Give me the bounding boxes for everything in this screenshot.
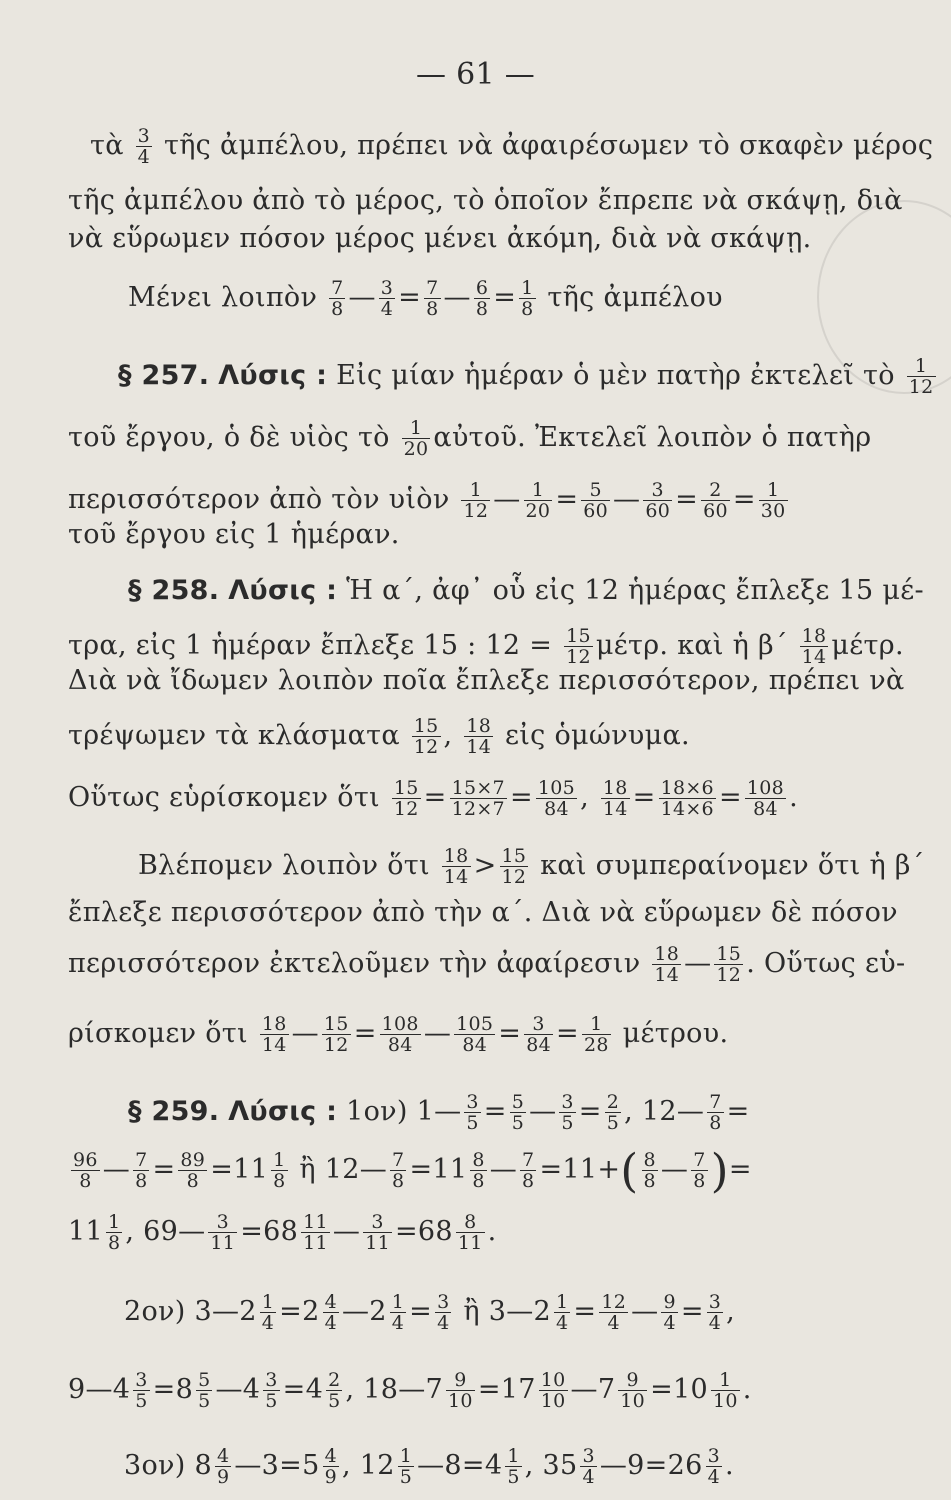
section-259-line-1: § 259. Λύσις : 1ον) 1— $\frac{3}{5}$ = $\frac{5}{5}$ — $\frac{3}{5}$ = $\frac{2}{5}$ , 12— $\frac{7}{8}$ =	[128, 1091, 750, 1134]
section-258-line-2: τρα, εἰς 1 ἡμέραν ἔπλεξε 15 : 12 = $\frac{15}{12}$ μέτρ. καὶ ἡ β΄ $\frac{18}{14}$ μέτρ.	[68, 625, 904, 668]
section-259-line-5: 9—4 $\frac{3}{5}$ =8 $\frac{5}{5}$ —4 $\frac{3}{5}$ =4 $\frac{2}{5}$ , 18—7 $\frac{9}{10}$ =17 $\frac{10}{10}$ —7 $\frac{9}{10}$ =10 $\frac{1}{10}$ .	[68, 1369, 752, 1412]
text-line-2: τῆς ἀμπέλου ἀπὸ τὸ μέρος, τὸ ὁποῖον ἔπρεπε νὰ σκάψῃ, διὰ	[68, 185, 903, 216]
section-257-line-2: τοῦ ἔργου, ὁ δὲ υἱὸς τὸ $\frac{1}{20}$ αὐτοῦ. Ἐκτελεῖ λοιπὸν ὁ πατὴρ	[68, 417, 872, 460]
section-258-line-1: § 258. Λύσις : Ἡ α΄, ἀφ᾿ οὗ εἰς 12 ἡμέρας ἔπλεξε 15 μέ-	[128, 575, 924, 606]
page-number: — 61 —	[415, 57, 536, 92]
section-258-line-6: Βλέπομεν λοιπὸν ὅτι $\frac{18}{14}$ > $\frac{15}{12}$ καὶ συμπεραίνομεν ὅτι ἡ β΄	[138, 845, 925, 888]
section-259-line-6: 3ον) 8 $\frac{4}{9}$ —3=5 $\frac{4}{9}$ , 12 $\frac{1}{5}$ —8=4 $\frac{1}{5}$ , 35 $\frac{3}{4}$ —9=26 $\frac{3}{4}$ .	[124, 1445, 734, 1488]
fraction: $\frac{3}{4}$	[137, 125, 151, 168]
section-label: § 257.	[118, 360, 210, 391]
section-258-line-7: ἔπλεξε περισσότερον ἀπὸ τὴν α΄. Διὰ νὰ εὕρωμεν δὲ πόσον	[68, 897, 898, 928]
text-line-4: Μένει λοιπὸν $\frac{7}{8}$ — $\frac{3}{4}$ = $\frac{7}{8}$ — $\frac{6}{8}$ = $\frac{1}{8}$ τῆς ἀμπέλου	[128, 277, 723, 320]
section-258-line-8: περισσότερον ἐκτελοῦμεν τὴν ἀφαίρεσιν $\frac{18}{14}$ — $\frac{15}{12}$ . Οὕτως εὑ-	[68, 943, 906, 986]
text-line-3: νὰ εὕρωμεν πόσον μέρος μένει ἀκόμη, διὰ νὰ σκάψῃ.	[68, 223, 812, 254]
section-title: Λύσις :	[218, 360, 328, 391]
section-259-line-2: $\frac{96}{8}$ — $\frac{7}{8}$ = $\frac{89}{8}$ =11 $\frac{1}{8}$ ἢ 12— $\frac{7}{8}$ =11 $\frac{8}{8}$ — $\frac{7}{8}$ =11+( $\frac{8}{8}$ — $\frac{7}{8}$ )=	[73, 1143, 752, 1198]
section-258-line-4: τρέψωμεν τὰ κλάσματα $\frac{15}{12}$ , $\frac{18}{14}$ εἰς ὁμώνυμα.	[68, 715, 690, 758]
section-title: Λύσις :	[228, 575, 338, 606]
text-line-1: τὰ $\frac{3}{4}$ τῆς ἀμπέλου, πρέπει νὰ ἀφαιρέσωμεν τὸ σκαφὲν μέρος	[90, 125, 934, 168]
section-title: Λύσις :	[228, 1096, 338, 1127]
section-259-line-4: 2ον) 3—2 $\frac{1}{4}$ =2 $\frac{4}{4}$ —2 $\frac{1}{4}$ = $\frac{3}{4}$ ἢ 3—2 $\frac{1}{4}$ = $\frac{12}{4}$ — $\frac{9}{4}$ = $\frac{3}{4}$ ,	[124, 1291, 736, 1334]
section-259-line-3: 11 $\frac{1}{8}$ , 69— $\frac{3}{11}$ =68 $\frac{11}{11}$ — $\frac{3}{11}$ =68 $\frac{8}{11}$ .	[68, 1211, 497, 1254]
section-258-line-3: Διὰ νὰ ἴδωμεν λοιπὸν ποῖα ἔπλεξε περισσότερον, πρέπει νὰ	[68, 665, 905, 696]
section-258-line-9: ρίσκομεν ὅτι $\frac{18}{14}$ — $\frac{15}{12}$ = $\frac{108}{84}$ — $\frac{105}{84}$ = $\frac{3}{84}$ = $\frac{1}{28}$ μέτρου.	[68, 1013, 729, 1056]
section-label: § 258.	[128, 575, 220, 606]
section-257-line-1: § 257. Λύσις : Εἰς μίαν ἡμέραν ὁ μὲν πατὴρ ἐκτελεῖ τὸ $\frac{1}{12}$	[118, 355, 934, 398]
section-257-line-4: τοῦ ἔργου εἰς 1 ἡμέραν.	[68, 519, 400, 550]
section-258-line-5: Οὕτως εὑρίσκομεν ὅτι $\frac{15}{12}$ = $\frac{15\times 7}{12\times 7}$ = $\frac{105}{84}$ , $\frac{18}{14}$ = $\frac{18\times 6}{14\times 6}$ = $\frac{108}{84}$ .	[68, 777, 798, 820]
section-257-line-3: περισσότερον ἀπὸ τὸν υἱὸν $\frac{1}{12}$ — $\frac{1}{20}$ = $\frac{5}{60}$ — $\frac{3}{60}$ = $\frac{2}{60}$ = $\frac{1}{30}$	[68, 479, 786, 522]
section-label: § 259.	[128, 1096, 220, 1127]
